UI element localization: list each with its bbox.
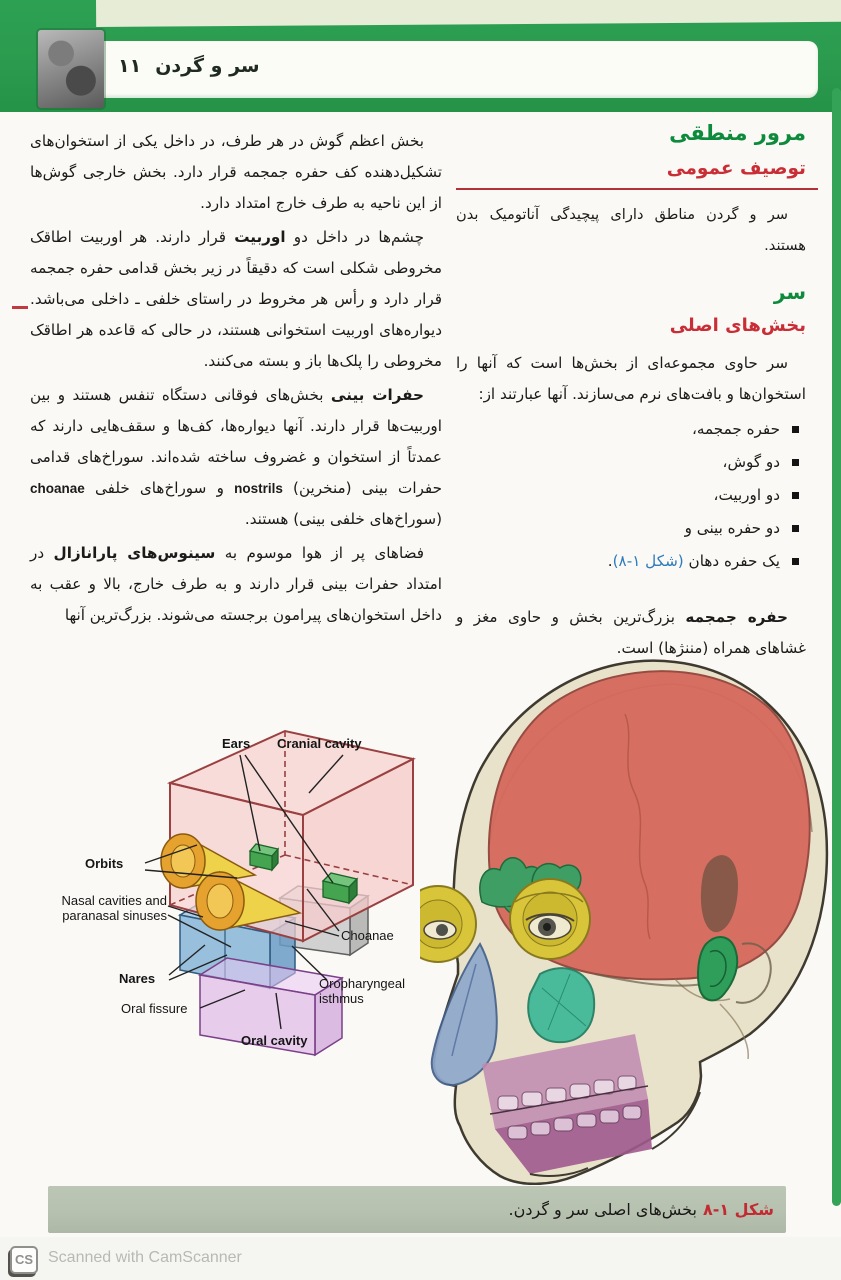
heading-general-description: توصیف عمومی <box>666 158 806 179</box>
heading-main-parts: بخش‌های اصلی <box>669 315 806 336</box>
paragraph-ears: بخش اعظم گوش در هر طرف، در داخل یکی از استخوان‌های تشکیل‌دهنده کف حفره جمجمه قرار دارد. بخش خارجی گوش‌ها از این ناحیه به طرف خارج امتداد دارد. <box>30 132 442 212</box>
heading-head: سر <box>773 280 806 304</box>
figure-caption-label: شکل ۱-۸ <box>702 1200 774 1219</box>
chapter-thumbnail-image <box>38 30 104 108</box>
paragraph-text: قرار دارند. هر اوربیت اطاقک مخروطی شکلی است که دقیقاً در زیر بخش قدامی حفره جمجمه قرار دارد و رأس هر مخروط در راستای خلفی ـ داخلی می‌باشد. دیواره‌های اوربیت استخوانی هستند، در حالی که قاعده هر اطاقک مخروطی را پلک‌ها باز و بسته می‌کنند. <box>30 228 442 370</box>
label-orbits: Orbits <box>85 856 124 871</box>
list-item: دو گوش، <box>456 446 806 479</box>
page-number: ۱۱ <box>118 55 142 77</box>
list-item: حفره جمجمه، <box>456 413 806 446</box>
margin-mark <box>12 306 28 309</box>
paragraph-text: (سوراخ‌های خلفی بینی) هستند. <box>244 510 442 528</box>
camscanner-logo-icon: CS <box>10 1246 38 1274</box>
figure-caption-text: بخش‌های اصلی سر و گردن. <box>508 1200 697 1219</box>
paragraph-orbits <box>30 222 442 377</box>
list-item <box>456 545 806 578</box>
header-top-strip <box>96 0 841 27</box>
figure-caption-bar <box>48 1186 786 1233</box>
label-ears: Ears <box>222 736 251 751</box>
label-nasal-cavities: Nasal cavities and paranasal sinuses <box>61 893 167 923</box>
label-cranial-cavity: Cranial cavity <box>277 736 362 751</box>
term-orbit: اوربیت <box>234 228 286 246</box>
paragraph-paranasal-sinuses <box>30 538 442 631</box>
column-right <box>456 118 806 667</box>
camscanner-watermark: Scanned with CamScanner <box>48 1249 242 1266</box>
paragraph-text: بخش‌های فوقانی دستگاه تنفس هستند و بین اوربیت‌ها قرار دارند. آنها دیواره‌ها، کف‌ها و سقف‌هایی دارند که عمدتاً از استخوان و غضروف ساخته شده‌اند. سوراخ‌های قدامی حفرات بینی (منخرین) <box>30 386 442 497</box>
cavities-schematic-diagram <box>55 693 427 1089</box>
term-nasal-cavities: حفرات بینی <box>330 386 425 404</box>
term-nostrils: nostrils <box>234 481 283 496</box>
figure-reference-link: (شکل ۱-۸) <box>612 552 684 570</box>
list-item: دو حفره بینی و <box>456 512 806 545</box>
label-nares: Nares <box>119 971 156 986</box>
list-item: دو اوربیت، <box>456 479 806 512</box>
skull-illustration <box>420 644 841 1185</box>
term-choanae: choanae <box>30 481 85 496</box>
skull-svg <box>420 644 841 1185</box>
list-item-text: یک حفره دهان <box>683 552 780 570</box>
header-bar <box>0 0 841 112</box>
paragraph-text: بزرگ‌ترین بخش و حاوی مغز و غشاهای همراه (مننژها) است. <box>456 608 806 657</box>
paragraph-text: فضاهای پر از هوا موسوم به <box>215 544 424 562</box>
term-cranial-cavity: حفره جمجمه <box>685 608 788 626</box>
term-paranasal-sinuses: سینوس‌های پارانازال <box>53 544 216 562</box>
scanner-footer <box>0 1237 841 1280</box>
label-oral-cavity: Oral cavity <box>241 1033 308 1048</box>
chapter-title: سر و گردن <box>155 55 260 77</box>
red-rule <box>456 188 818 190</box>
label-choanae: Choanae <box>341 928 394 943</box>
paragraph-intro: سر و گردن مناطق دارای پیچیدگی آناتومیک بدن هستند. <box>456 206 806 254</box>
paragraph-text: چشم‌ها در داخل دو <box>285 228 424 246</box>
running-head <box>118 55 260 77</box>
paragraph-text: و سوراخ‌های خلفی <box>84 479 235 497</box>
label-oropharyngeal-isthmus: Oropharyngeal isthmus <box>319 976 405 1006</box>
paragraph-nasal-cavities <box>30 380 442 535</box>
heading-logical-review: مرور منطقی <box>669 121 806 145</box>
label-oral-fissure: Oral fissure <box>121 1001 188 1016</box>
column-left <box>30 126 442 634</box>
schematic-svg <box>55 693 427 1089</box>
list-item-period: . <box>607 552 613 570</box>
paragraph-parts-intro: سر حاوی مجموعه‌ای از بخش‌ها است که آنها را استخوان‌ها و بافت‌های نرم می‌سازند. آنها عبارتند از: <box>456 354 806 403</box>
paragraph-text: در امتداد حفرات بینی قرار دارند و به طرف خارج، بالا و عقب به داخل استخوان‌های پیرامون برجسته می‌شوند. بزرگ‌ترین آنها <box>30 544 442 624</box>
